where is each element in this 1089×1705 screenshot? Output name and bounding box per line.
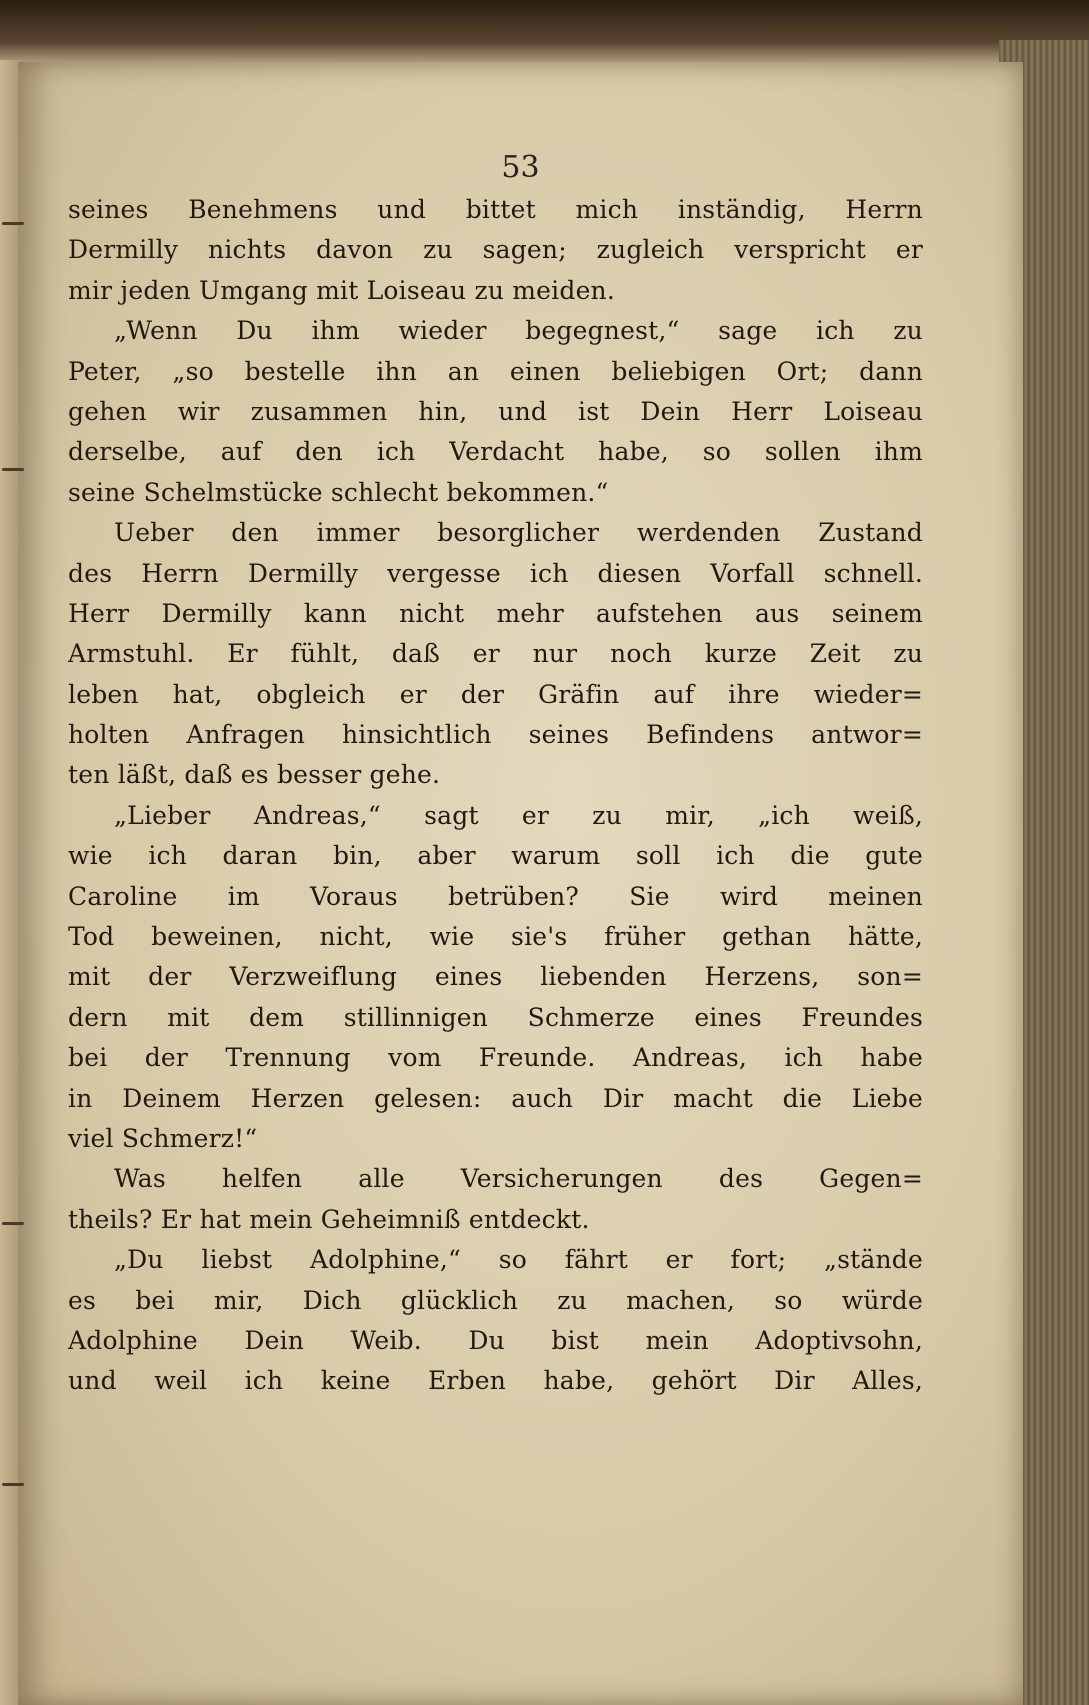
text-line: wie ich daran bin, aber warum soll ich die gute bbox=[68, 841, 923, 871]
text-line: in Deinem Herzen gelesen: auch Dir macht die Liebe bbox=[68, 1083, 923, 1113]
page-text bbox=[68, 190, 923, 1402]
margin-mark bbox=[2, 1483, 24, 1486]
page-number: 53 bbox=[501, 150, 540, 185]
text-line: theils? Er hat mein Geheimniß entdeckt. bbox=[68, 1204, 590, 1234]
text-line: Herr Dermilly kann nicht mehr aufstehen aus seinem bbox=[68, 598, 923, 628]
text-line: derselbe, auf den ich Verdacht habe, so sollen ihm bbox=[68, 437, 923, 467]
text-line: es bei mir, Dich glücklich zu machen, so würde bbox=[68, 1285, 923, 1315]
text-line: des Herrn Dermilly vergesse ich diesen Vorfall schnell. bbox=[68, 558, 923, 588]
margin-mark bbox=[2, 1222, 24, 1225]
text-line: seine Schelmstücke schlecht bekommen.“ bbox=[68, 477, 609, 507]
text-line: ten läßt, daß es besser gehe. bbox=[68, 760, 441, 790]
text-line: Peter, „so bestelle ihn an einen beliebigen Ort; dann bbox=[68, 356, 923, 386]
text-line: „Du liebst Adolphine,“ so fährt er fort; „stände bbox=[114, 1245, 923, 1275]
margin-mark bbox=[2, 468, 24, 471]
text-line: „Lieber Andreas,“ sagt er zu mir, „ich weiß, bbox=[114, 800, 923, 830]
text-line: seines Benehmens und bittet mich inständig, Herrn bbox=[68, 195, 923, 224]
text-line: Tod beweinen, nicht, wie sie's früher gethan hätte, bbox=[68, 922, 923, 952]
book-page bbox=[18, 62, 1023, 1705]
book-top-edge bbox=[0, 0, 1089, 70]
text-line: bei der Trennung vom Freunde. Andreas, ich habe bbox=[68, 1043, 923, 1073]
text-line: Caroline im Voraus betrüben? Sie wird meinen bbox=[68, 881, 923, 911]
text-line: Dermilly nichts davon zu sagen; zugleich verspricht er bbox=[68, 235, 923, 265]
text-line: „Wenn Du ihm wieder begegnest,“ sage ich zu bbox=[114, 316, 923, 346]
text-line: und weil ich keine Erben habe, gehört Dir Alles, bbox=[68, 1366, 923, 1396]
text-line: Ueber den immer besorglicher werdenden Zustand bbox=[114, 518, 923, 548]
text-line: Adolphine Dein Weib. Du bist mein Adoptivsohn, bbox=[68, 1325, 923, 1355]
text-line: Was helfen alle Versicherungen des Gegen= bbox=[114, 1164, 923, 1194]
text-line: gehen wir zusammen hin, und ist Dein Herr Loiseau bbox=[68, 396, 923, 426]
text-line: viel Schmerz!“ bbox=[68, 1123, 258, 1153]
margin-mark bbox=[2, 222, 24, 225]
text-line: leben hat, obgleich er der Gräfin auf ihre wieder= bbox=[68, 679, 923, 709]
text-line: mir jeden Umgang mit Loiseau zu meiden. bbox=[68, 275, 616, 305]
text-line: holten Anfragen hinsichtlich seines Befindens antwor= bbox=[68, 720, 923, 750]
text-line: Armstuhl. Er fühlt, daß er nur noch kurze Zeit zu bbox=[68, 639, 923, 669]
text-line: mit der Verzweiflung eines liebenden Herzens, son= bbox=[68, 962, 923, 992]
text-line: dern mit dem stillinnigen Schmerze eines Freundes bbox=[68, 1002, 923, 1032]
